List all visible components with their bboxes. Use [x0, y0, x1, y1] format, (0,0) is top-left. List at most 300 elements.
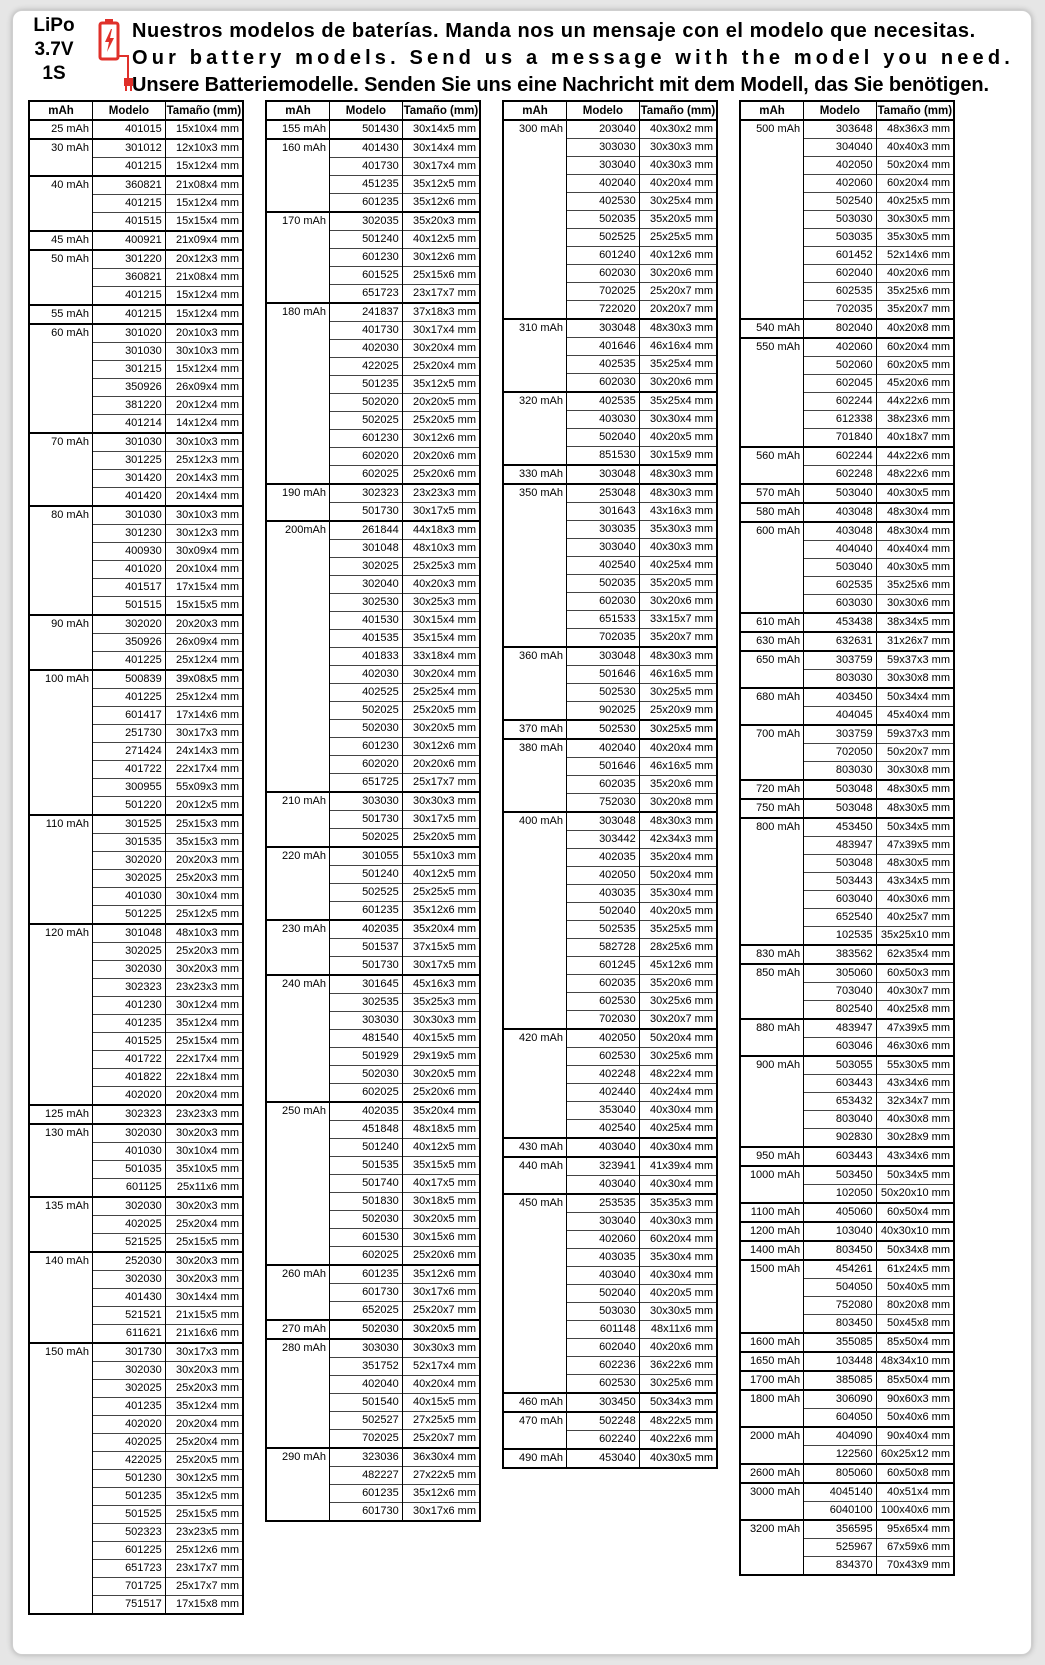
model-cell: 502060 — [804, 357, 876, 375]
size-cell: 21x08x4 mm — [165, 269, 243, 287]
model-cell: 501537 — [330, 939, 403, 957]
model-cell: 653432 — [804, 1093, 876, 1111]
size-cell: 48x30x5 mm — [876, 799, 954, 818]
size-cell: 30x25x5 mm — [639, 684, 717, 702]
model-cell: 501830 — [330, 1193, 403, 1211]
model-cell: 503048 — [804, 780, 876, 799]
table-row — [266, 212, 480, 231]
capacity-cell: 2000 mAh — [740, 1427, 804, 1464]
model-cell: 501240 — [330, 866, 403, 884]
size-cell: 35x20x7 mm — [639, 629, 717, 648]
model-cell: 502040 — [567, 903, 640, 921]
size-cell: 30x30x3 mm — [402, 1012, 480, 1030]
size-cell: 15x12x4 mm — [165, 158, 243, 177]
model-cell: 402540 — [567, 1120, 640, 1139]
size-cell: 22x17x4 mm — [165, 1051, 243, 1069]
table-row — [740, 1483, 954, 1502]
model-cell: 303040 — [567, 539, 640, 557]
model-cell: 602040 — [804, 265, 876, 283]
size-cell: 40x30x5 mm — [876, 559, 954, 577]
table-row — [266, 120, 480, 139]
model-cell: 241837 — [330, 303, 403, 322]
capacity-cell: 1500 mAh — [740, 1260, 804, 1333]
model-cell: 502030 — [330, 720, 403, 738]
model-cell: 303030 — [330, 1339, 403, 1358]
size-cell: 50x20x4 mm — [876, 157, 954, 175]
size-cell: 35x12x6 mm — [402, 1265, 480, 1284]
model-cell: 303048 — [567, 812, 640, 831]
model-cell: 122560 — [804, 1446, 876, 1465]
size-cell: 30x18x5 mm — [402, 1193, 480, 1211]
column-header-mah: mAh — [29, 101, 93, 120]
model-cell: 304040 — [804, 139, 876, 157]
capacity-cell: 320 mAh — [503, 392, 567, 465]
size-cell: 59x37x3 mm — [876, 725, 954, 744]
column-header-size: Tamaño (mm) — [639, 101, 717, 120]
model-cell: 501515 — [93, 597, 166, 616]
model-cell: 602244 — [804, 447, 876, 466]
capacity-cell: 360 mAh — [503, 647, 567, 720]
column-header-model: Modelo — [330, 101, 403, 120]
model-cell: 401020 — [93, 561, 166, 579]
table-row — [266, 484, 480, 503]
model-cell: 402040 — [567, 739, 640, 758]
model-cell: 602020 — [330, 448, 403, 466]
size-cell: 30x20x3 mm — [165, 1252, 243, 1271]
size-cell: 40x20x6 mm — [876, 265, 954, 283]
size-cell: 48x36x3 mm — [876, 120, 954, 139]
size-cell: 35x12x5 mm — [402, 176, 480, 194]
model-cell: 203040 — [567, 120, 640, 139]
size-cell: 50x34x3 mm — [639, 1393, 717, 1412]
size-cell: 35x35x3 mm — [639, 1194, 717, 1213]
size-cell: 23x23x3 mm — [165, 1105, 243, 1124]
table-row — [740, 1166, 954, 1185]
model-cell: 401722 — [93, 1051, 166, 1069]
model-cell: 483947 — [804, 837, 876, 855]
size-cell: 25x25x4 mm — [402, 684, 480, 702]
model-cell: 251730 — [93, 725, 166, 743]
size-cell: 20x12x5 mm — [165, 797, 243, 816]
capacity-cell: 2600 mAh — [740, 1464, 804, 1483]
size-cell: 70x43x9 mm — [876, 1557, 954, 1576]
model-cell: 601125 — [93, 1179, 166, 1198]
size-cell: 90x40x4 mm — [876, 1427, 954, 1446]
size-cell: 30x30x8 mm — [876, 670, 954, 689]
model-cell: 701725 — [93, 1578, 166, 1596]
model-cell: 302030 — [93, 961, 166, 979]
size-cell: 30x20x4 mm — [402, 666, 480, 684]
model-cell: 834370 — [804, 1557, 876, 1576]
model-cell: 501525 — [93, 1506, 166, 1524]
model-cell: 303030 — [567, 139, 640, 157]
size-cell: 35x12x6 mm — [402, 902, 480, 921]
size-cell: 25x15x3 mm — [165, 815, 243, 834]
model-cell: 301525 — [93, 815, 166, 834]
size-cell: 25x20x9 mm — [639, 702, 717, 721]
size-cell: 85x50x4 mm — [876, 1371, 954, 1390]
size-cell: 30x17x5 mm — [402, 503, 480, 522]
table-row — [266, 1265, 480, 1284]
size-cell: 33x15x7 mm — [639, 611, 717, 629]
model-cell: 601730 — [330, 1284, 403, 1302]
table-row — [740, 522, 954, 541]
size-cell: 30x20x3 mm — [165, 1124, 243, 1143]
size-cell: 25x20x4 mm — [165, 1216, 243, 1234]
model-cell: 355085 — [804, 1333, 876, 1352]
model-cell: 602025 — [330, 1084, 403, 1103]
size-cell: 48x30x4 mm — [876, 522, 954, 541]
capacity-cell: 160 mAh — [266, 139, 330, 212]
model-cell: 301048 — [330, 540, 403, 558]
table-row — [503, 319, 717, 338]
model-cell: 502040 — [567, 429, 640, 447]
size-cell: 30x30x5 mm — [876, 211, 954, 229]
capacity-cell: 440 mAh — [503, 1157, 567, 1194]
size-cell: 40x12x5 mm — [402, 231, 480, 249]
size-cell: 35x15x4 mm — [402, 630, 480, 648]
size-cell: 50x40x6 mm — [876, 1409, 954, 1428]
model-cell: 722020 — [567, 301, 640, 320]
capacity-cell: 125 mAh — [29, 1105, 93, 1124]
model-cell: 702035 — [567, 629, 640, 648]
size-cell: 35x30x5 mm — [876, 229, 954, 247]
size-cell: 30x30x5 mm — [639, 1303, 717, 1321]
model-cell: 401030 — [93, 1143, 166, 1161]
size-cell: 40x20x8 mm — [876, 319, 954, 338]
model-cell: 402060 — [804, 175, 876, 193]
size-cell: 40x15x5 mm — [402, 1030, 480, 1048]
model-cell: 602535 — [804, 283, 876, 301]
model-cell: 502040 — [567, 1285, 640, 1303]
model-cell: 302323 — [93, 1105, 166, 1124]
model-cell: 601417 — [93, 707, 166, 725]
model-cell: 353040 — [567, 1102, 640, 1120]
model-cell: 401215 — [93, 195, 166, 213]
size-cell: 60x20x4 mm — [876, 338, 954, 357]
model-cell: 603040 — [804, 891, 876, 909]
model-cell: 381220 — [93, 397, 166, 415]
model-cell: 403040 — [567, 1138, 640, 1157]
capacity-cell: 130 mAh — [29, 1124, 93, 1197]
capacity-cell: 370 mAh — [503, 720, 567, 739]
size-cell: 30x30x4 mm — [639, 411, 717, 429]
table-row — [503, 1138, 717, 1157]
size-cell: 35x12x4 mm — [165, 1398, 243, 1416]
model-cell: 702030 — [567, 1011, 640, 1030]
header — [14, 14, 1024, 94]
size-cell: 25x17x7 mm — [165, 1578, 243, 1596]
model-cell: 602530 — [567, 1048, 640, 1066]
model-cell: 401430 — [93, 1289, 166, 1307]
capacity-cell: 380 mAh — [503, 739, 567, 812]
table-row — [740, 1260, 954, 1279]
size-cell: 40x30x10 mm — [876, 1222, 954, 1241]
size-cell: 20x12x3 mm — [165, 250, 243, 269]
model-cell: 103448 — [804, 1352, 876, 1371]
table-row — [266, 920, 480, 939]
model-cell: 301030 — [93, 433, 166, 452]
table-row — [740, 1333, 954, 1352]
model-cell: 701840 — [804, 429, 876, 448]
capacity-cell: 120 mAh — [29, 924, 93, 1105]
model-cell: 402525 — [330, 684, 403, 702]
model-cell: 402030 — [330, 340, 403, 358]
size-cell: 35x25x10 mm — [876, 927, 954, 946]
size-cell: 35x12x6 mm — [402, 194, 480, 213]
model-cell: 301230 — [93, 525, 166, 543]
model-cell: 602530 — [567, 1375, 640, 1394]
model-cell: 271424 — [93, 743, 166, 761]
model-cell: 703040 — [804, 983, 876, 1001]
model-cell: 601230 — [330, 430, 403, 448]
table-row — [29, 670, 243, 689]
capacity-cell: 310 mAh — [503, 319, 567, 392]
capacity-cell: 610 mAh — [740, 613, 804, 632]
model-cell: 301643 — [567, 503, 640, 521]
spec-cells: 1S — [42, 63, 66, 84]
table-row — [503, 120, 717, 139]
size-cell: 35x25x4 mm — [639, 392, 717, 411]
model-cell: 602025 — [330, 466, 403, 485]
capacity-cell: 135 mAh — [29, 1197, 93, 1252]
column-header-model: Modelo — [804, 101, 876, 120]
model-cell: 602045 — [804, 375, 876, 393]
model-cell: 401215 — [93, 305, 166, 324]
size-cell: 50x20x10 mm — [876, 1185, 954, 1204]
size-cell: 35x15x3 mm — [165, 834, 243, 852]
capacity-cell: 1700 mAh — [740, 1371, 804, 1390]
table-row — [740, 1390, 954, 1409]
model-cell: 632631 — [804, 632, 876, 651]
size-cell: 35x20x6 mm — [639, 975, 717, 993]
capacity-cell: 260 mAh — [266, 1265, 330, 1320]
table-row — [740, 1352, 954, 1371]
model-cell: 306090 — [804, 1390, 876, 1409]
model-cell: 503048 — [804, 799, 876, 818]
size-cell: 30x12x4 mm — [165, 997, 243, 1015]
size-cell: 15x12x4 mm — [165, 305, 243, 324]
model-cell: 403040 — [567, 1176, 640, 1195]
model-cell: 502540 — [804, 193, 876, 211]
model-cell: 401430 — [330, 139, 403, 158]
model-cell: 602035 — [567, 975, 640, 993]
spec-badge — [14, 14, 94, 86]
size-cell: 30x20x6 mm — [639, 265, 717, 283]
model-cell: 303040 — [567, 157, 640, 175]
table-row — [29, 176, 243, 195]
size-cell: 50x34x8 mm — [876, 1241, 954, 1260]
model-cell: 422025 — [93, 1452, 166, 1470]
model-cell: 351752 — [330, 1358, 403, 1376]
size-cell: 25x12x4 mm — [165, 689, 243, 707]
size-cell: 30x30x3 mm — [402, 1339, 480, 1358]
table-row — [503, 1157, 717, 1176]
model-cell: 401225 — [93, 689, 166, 707]
model-cell: 323941 — [567, 1157, 640, 1176]
table-row — [29, 815, 243, 834]
model-cell: 453438 — [804, 613, 876, 632]
capacity-cell: 1650 mAh — [740, 1352, 804, 1371]
size-cell: 60x25x12 mm — [876, 1446, 954, 1465]
size-cell: 30x25x6 mm — [639, 1375, 717, 1394]
model-cell: 803030 — [804, 670, 876, 689]
model-cell: 501730 — [330, 503, 403, 522]
size-cell: 30x17x4 mm — [402, 158, 480, 176]
model-cell: 482227 — [330, 1467, 403, 1485]
capacity-cell: 200mAh — [266, 521, 330, 792]
size-cell: 30x20x7 mm — [639, 1011, 717, 1030]
size-cell: 43x34x5 mm — [876, 873, 954, 891]
model-cell: 402440 — [567, 1084, 640, 1102]
size-cell: 30x17x6 mm — [402, 1503, 480, 1522]
size-cell: 25x15x6 mm — [402, 267, 480, 285]
size-cell: 25x12x5 mm — [165, 906, 243, 925]
size-cell: 40x25x5 mm — [876, 193, 954, 211]
size-cell: 35x20x7 mm — [876, 301, 954, 320]
size-cell: 85x50x4 mm — [876, 1333, 954, 1352]
table-row — [503, 1412, 717, 1431]
model-cell: 301048 — [93, 924, 166, 943]
capacity-cell: 80 mAh — [29, 506, 93, 615]
model-cell: 651725 — [330, 774, 403, 793]
model-cell: 602035 — [567, 776, 640, 794]
size-cell: 40x25x4 mm — [639, 557, 717, 575]
model-cell: 301030 — [93, 343, 166, 361]
table-row — [266, 975, 480, 994]
model-cell: 400930 — [93, 543, 166, 561]
table-row — [740, 818, 954, 837]
model-cell: 651533 — [567, 611, 640, 629]
size-cell: 48x34x10 mm — [876, 1352, 954, 1371]
model-cell: 601230 — [330, 738, 403, 756]
model-cell: 302035 — [330, 212, 403, 231]
size-cell: 30x20x5 mm — [402, 1320, 480, 1339]
model-cell: 601452 — [804, 247, 876, 265]
capacity-cell: 400 mAh — [503, 812, 567, 1029]
model-cell: 501230 — [93, 1470, 166, 1488]
model-cell: 360821 — [93, 176, 166, 195]
table-row — [740, 1464, 954, 1483]
model-cell: 323036 — [330, 1448, 403, 1467]
size-cell: 40x30x8 mm — [876, 1111, 954, 1129]
size-cell: 27x22x5 mm — [402, 1467, 480, 1485]
size-cell: 35x12x4 mm — [165, 1015, 243, 1033]
model-cell: 483947 — [804, 1019, 876, 1038]
model-cell: 303048 — [567, 319, 640, 338]
size-cell: 48x22x4 mm — [639, 1066, 717, 1084]
size-cell: 90x60x3 mm — [876, 1390, 954, 1409]
table-row — [740, 651, 954, 670]
size-cell: 48x30x3 mm — [639, 812, 717, 831]
size-cell: 30x10x3 mm — [165, 433, 243, 452]
size-cell: 21x08x4 mm — [165, 176, 243, 195]
model-cell: 503040 — [804, 559, 876, 577]
size-cell: 40x25x7 mm — [876, 909, 954, 927]
model-cell: 385085 — [804, 1371, 876, 1390]
size-cell: 30x30x8 mm — [876, 762, 954, 781]
size-cell: 48x30x5 mm — [876, 780, 954, 799]
model-cell: 502248 — [567, 1412, 640, 1431]
capacity-cell: 330 mAh — [503, 465, 567, 484]
size-cell: 30x20x5 mm — [402, 1211, 480, 1229]
size-cell: 40x40x3 mm — [876, 139, 954, 157]
model-cell: 501730 — [330, 811, 403, 829]
table-row — [266, 1320, 480, 1339]
model-cell: 402540 — [567, 557, 640, 575]
size-cell: 30x25x4 mm — [639, 193, 717, 211]
model-cell: 360821 — [93, 269, 166, 287]
size-cell: 80x20x8 mm — [876, 1297, 954, 1315]
size-cell: 30x12x6 mm — [402, 430, 480, 448]
size-cell: 30x12x5 mm — [165, 1470, 243, 1488]
size-cell: 46x16x4 mm — [639, 338, 717, 356]
capacity-cell: 70 mAh — [29, 433, 93, 506]
table-row — [740, 1371, 954, 1390]
model-cell: 403048 — [804, 522, 876, 541]
model-cell: 400921 — [93, 231, 166, 250]
model-cell: 302030 — [93, 1362, 166, 1380]
table-header-row — [266, 101, 480, 120]
model-cell: 403040 — [567, 1267, 640, 1285]
model-cell: 502035 — [567, 211, 640, 229]
model-cell: 401822 — [93, 1069, 166, 1087]
model-cell: 601530 — [330, 1229, 403, 1247]
model-cell: 604050 — [804, 1409, 876, 1428]
column-header-mah: mAh — [503, 101, 567, 120]
table-row — [266, 139, 480, 158]
size-cell: 67x59x6 mm — [876, 1539, 954, 1557]
size-cell: 35x25x5 mm — [639, 921, 717, 939]
size-cell: 21x09x4 mm — [165, 231, 243, 250]
model-cell: 501646 — [567, 758, 640, 776]
model-cell: 302530 — [330, 594, 403, 612]
size-cell: 25x20x7 mm — [402, 1302, 480, 1321]
capacity-cell: 550 mAh — [740, 338, 804, 447]
model-cell: 501240 — [330, 231, 403, 249]
model-cell: 601525 — [330, 267, 403, 285]
table-row — [503, 484, 717, 503]
model-cell: 6040100 — [804, 1502, 876, 1521]
model-cell: 501240 — [330, 1139, 403, 1157]
model-cell: 503450 — [804, 1166, 876, 1185]
size-cell: 28x25x6 mm — [639, 939, 717, 957]
size-cell: 12x10x3 mm — [165, 139, 243, 158]
size-cell: 30x14x4 mm — [165, 1289, 243, 1307]
capacity-cell: 140 mAh — [29, 1252, 93, 1343]
size-cell: 48x11x6 mm — [639, 1321, 717, 1339]
size-cell: 20x20x4 mm — [165, 1416, 243, 1434]
size-cell: 25x20x3 mm — [165, 870, 243, 888]
size-cell: 30x20x3 mm — [165, 1271, 243, 1289]
size-cell: 30x10x3 mm — [165, 343, 243, 361]
model-cell: 702025 — [567, 283, 640, 301]
size-cell: 60x20x5 mm — [876, 357, 954, 375]
model-cell: 402535 — [567, 392, 640, 411]
header-line-de: Unsere Batteriemodelle. Senden Sie uns eine Nachricht mit dem Modell, das Sie benötigen. — [132, 74, 989, 96]
size-cell: 25x15x5 mm — [165, 1234, 243, 1253]
capacity-cell: 630 mAh — [740, 632, 804, 651]
model-cell: 401015 — [93, 120, 166, 139]
capacity-cell: 250 mAh — [266, 1102, 330, 1265]
capacity-cell: 600 mAh — [740, 522, 804, 613]
capacity-cell: 570 mAh — [740, 484, 804, 503]
model-cell: 253535 — [567, 1194, 640, 1213]
size-cell: 30x10x4 mm — [165, 888, 243, 906]
size-cell: 35x12x5 mm — [165, 1488, 243, 1506]
model-cell: 502323 — [93, 1524, 166, 1542]
model-cell: 403030 — [567, 411, 640, 429]
